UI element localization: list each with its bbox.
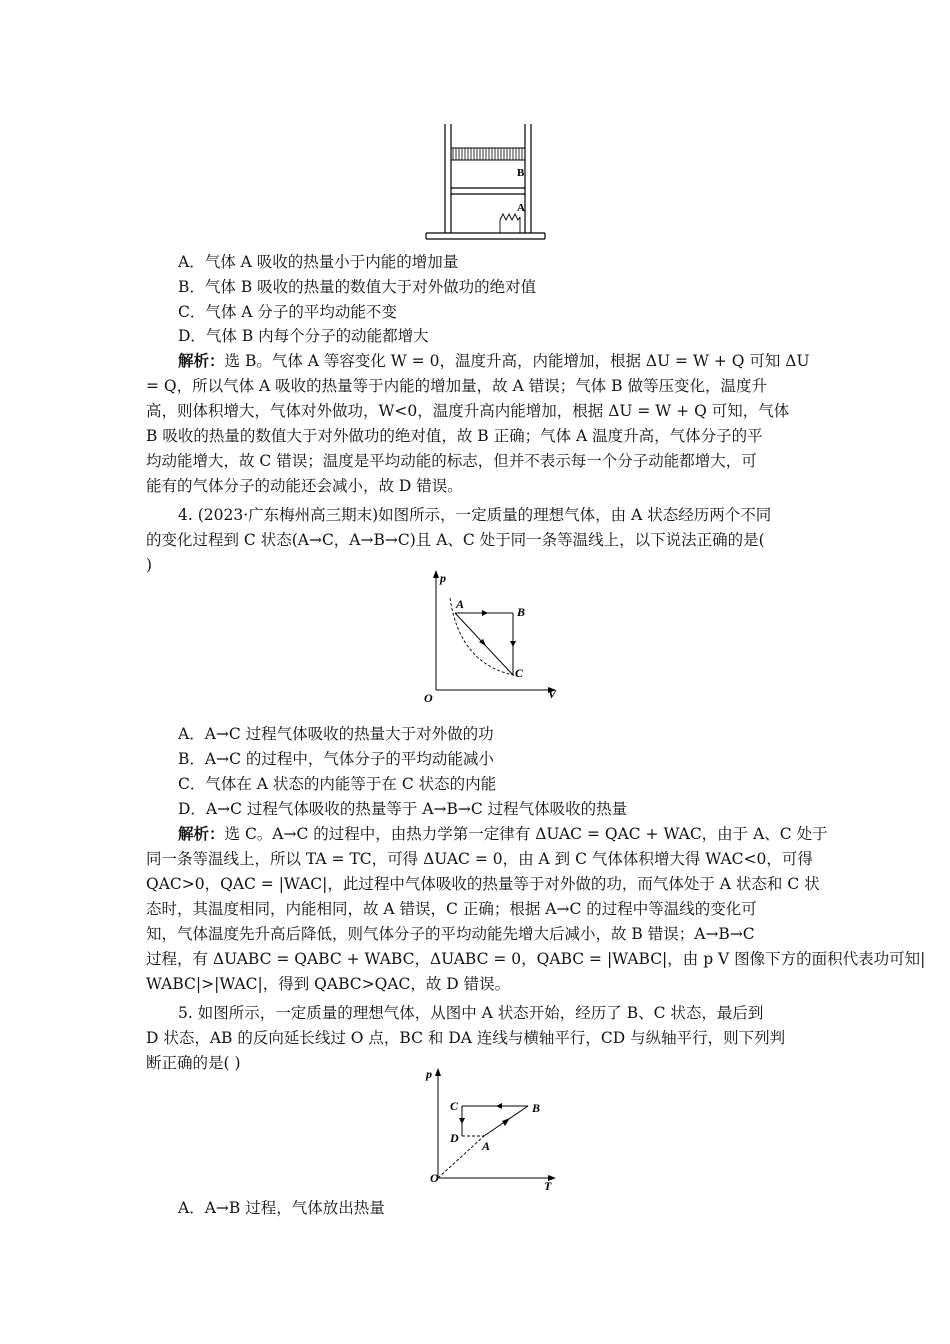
svg-text:B: B — [532, 1101, 541, 1115]
q4-analysis-line: 过程，有 ΔUABC = QABC + WABC，ΔUABC = 0，QABC = |WABC|，由 p V 图像下方的面积代表功可知| — [146, 950, 926, 968]
q3-option-d: D．气体 B 内每个分子的动能都增大 — [178, 327, 429, 345]
heater-coil-icon — [500, 214, 520, 220]
q3-analysis-line: 均动能增大，故 C 错误；温度是平均动能的标志，但并不表示每一个分子动能都增大，可 — [146, 452, 757, 470]
q5-stem-line: 断正确的是( ) — [146, 1054, 241, 1072]
q5-stem-line: D 状态，AB 的反向延长线过 O 点，BC 和 DA 连线与横轴平行，CD 与纵轴平行，则下列判 — [146, 1029, 786, 1047]
q4-option-d: D．A→C 过程气体吸收的热量等于 A→B→C 过程气体吸收的热量 — [178, 800, 628, 818]
q3-option-b: B．气体 B 吸收的热量的数值大于对外做功的绝对值 — [178, 278, 537, 296]
q4-analysis-line: 态时，其温度相同，内能相同，故 A 错误，C 正确；根据 A→C 的过程中等温线的变化可 — [146, 900, 757, 918]
svg-text:p: p — [426, 1067, 432, 1081]
q4-analysis-line: QAC>0，QAC = |WAC|，此过程中气体吸收的热量等于对外做的功，而气体处于 A 状态和 C 状 — [146, 875, 820, 893]
svg-text:T: T — [544, 1179, 552, 1193]
label-b: B — [517, 167, 525, 179]
q3-analysis-line: 高，则体积增大，气体对外做功，W<0，温度升高内能增加，根据 ΔU = W + Q 可知，气体 — [146, 402, 790, 420]
pv-graph — [420, 568, 565, 708]
q4-analysis-line: WABC|>|WAC|，得到 QABC>QAC，故 D 错误。 — [146, 975, 511, 993]
q4-option-c: C．气体在 A 状态的内能等于在 C 状态的内能 — [178, 775, 497, 793]
label-a: A — [517, 202, 525, 214]
svg-text:D: D — [450, 1131, 459, 1145]
svg-text:p: p — [440, 571, 446, 585]
analysis-label: 解析： — [178, 824, 225, 843]
svg-text:C: C — [450, 1099, 459, 1113]
q4-analysis-line: 同一条等温线上，所以 TA = TC，可得 ΔUAC = 0，由 A 到 C 气体体积增大得 WAC<0，可得 — [146, 850, 813, 868]
analysis-label: 解析： — [178, 351, 225, 370]
q3-analysis-line: 解析：选 B。气体 A 等容变化 W = 0，温度升高，内能增加，根据 ΔU = W + Q 可知 ΔU — [178, 351, 810, 370]
q4-analysis-line: 知，气体温度先升高后降低，则气体分子的平均动能先增大后减小，故 B 错误；A→B→C — [146, 925, 755, 943]
svg-text:A: A — [482, 1139, 491, 1153]
q4-analysis-line: 解析：选 C。A→C 的过程中，由热力学第一定律有 ΔUAC = QAC + WAC，由于 A、C 处于 — [178, 824, 828, 843]
q3-analysis-line: 能有的气体分子的动能还会减小，故 D 错误。 — [146, 477, 463, 495]
q4-option-b: B．A→C 的过程中，气体分子的平均动能减小 — [178, 750, 494, 768]
svg-text:C: C — [515, 666, 524, 680]
q4-stem-line: 的变化过程到 C 状态(A→C，A→B→C)且 A、C 处于同一条等温线上，以下说法正确的是( — [146, 531, 765, 549]
cylinder-figure — [420, 120, 550, 245]
q3-analysis-line: B 吸收的热量的数值大于对外做功的绝对值，故 B 正确；气体 A 温度升高，气体分子的平 — [146, 427, 763, 445]
q4-option-a: A．A→C 过程气体吸收的热量大于对外做的功 — [178, 725, 494, 743]
q3-option-a: A．气体 A 吸收的热量小于内能的增加量 — [178, 253, 459, 271]
q5-option-a: A．A→B 过程，气体放出热量 — [178, 1199, 385, 1217]
svg-text:A: A — [456, 597, 465, 611]
q3-option-c: C．气体 A 分子的平均动能不变 — [178, 303, 397, 321]
svg-text:V: V — [548, 687, 557, 701]
q5-stem-line: 5. 如图所示，一定质量的理想气体，从图中 A 状态开始，经历了 B、C 状态，最后到 — [178, 1004, 764, 1022]
svg-text:B: B — [517, 605, 526, 619]
q4-stem-line: 4. (2023·广东梅州高三期末)如图所示，一定质量的理想气体，由 A 状态经历两个不同 — [178, 506, 772, 524]
pt-graph — [420, 1066, 565, 1196]
svg-text:O: O — [424, 691, 433, 705]
q4-stem-line: ) — [146, 556, 153, 574]
q3-analysis-line: = Q，所以气体 A 吸收的热量等于内能的增加量，故 A 错误；气体 B 做等压变化，温度升 — [146, 377, 767, 395]
svg-text:O: O — [430, 1171, 439, 1185]
